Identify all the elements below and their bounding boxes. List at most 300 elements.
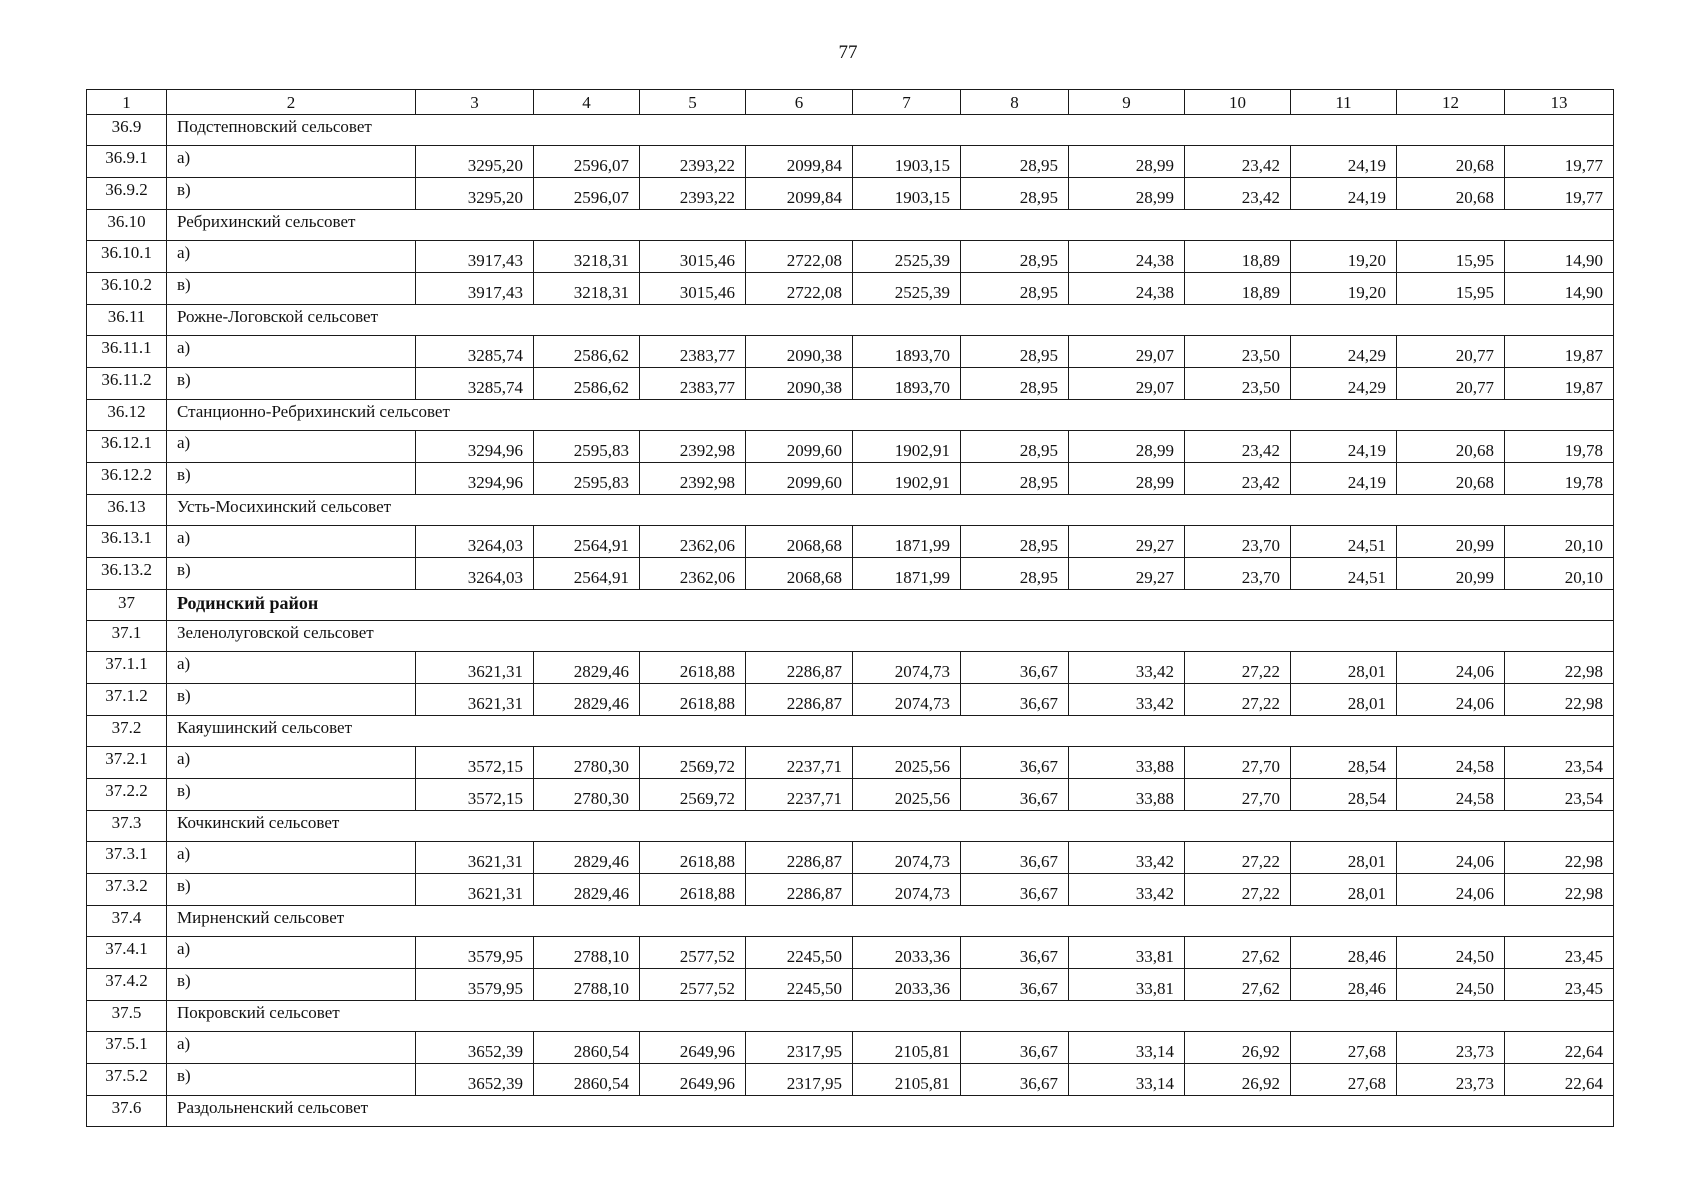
value-cell: 24,06 [1397, 842, 1505, 874]
row-number-cell: 36.13.2 [87, 558, 167, 590]
value-cell: 27,22 [1185, 842, 1291, 874]
value-cell: 2618,88 [640, 842, 746, 874]
value-cell: 1902,91 [853, 463, 961, 495]
value-cell: 3295,20 [416, 146, 534, 178]
value-cell: 2286,87 [746, 842, 853, 874]
value-cell: 2596,07 [534, 178, 640, 210]
variant-cell: а) [167, 526, 416, 558]
value-cell: 3579,95 [416, 937, 534, 969]
value-cell: 24,51 [1291, 558, 1397, 590]
value-cell: 2596,07 [534, 146, 640, 178]
variant-cell: в) [167, 684, 416, 716]
value-cell: 2090,38 [746, 368, 853, 400]
row-number-cell: 36.11 [87, 305, 167, 336]
table-row [87, 526, 1614, 558]
variant-cell: в) [167, 558, 416, 590]
value-cell: 28,99 [1069, 178, 1185, 210]
value-cell: 2649,96 [640, 1064, 746, 1096]
row-number-cell: 37 [87, 590, 167, 621]
value-cell: 14,90 [1505, 273, 1614, 305]
value-cell: 22,64 [1505, 1064, 1614, 1096]
row-number-cell: 37.6 [87, 1096, 167, 1127]
value-cell: 2525,39 [853, 241, 961, 273]
value-cell: 22,98 [1505, 652, 1614, 684]
variant-cell: в) [167, 969, 416, 1001]
row-number-cell: 36.13 [87, 495, 167, 526]
row-number-cell: 36.13.1 [87, 526, 167, 558]
column-number-cell: 2 [167, 90, 416, 115]
value-cell: 3295,20 [416, 178, 534, 210]
section-name: Каяушинский сельсовет [167, 716, 1614, 747]
variant-cell: а) [167, 241, 416, 273]
value-cell: 3621,31 [416, 684, 534, 716]
column-number-cell: 1 [87, 90, 167, 115]
column-number-cell: 12 [1397, 90, 1505, 115]
section-row [87, 115, 1614, 146]
value-cell: 2649,96 [640, 1032, 746, 1064]
value-cell: 18,89 [1185, 273, 1291, 305]
value-cell: 2362,06 [640, 526, 746, 558]
value-cell: 28,46 [1291, 937, 1397, 969]
value-cell: 3294,96 [416, 463, 534, 495]
value-cell: 2392,98 [640, 431, 746, 463]
value-cell: 2525,39 [853, 273, 961, 305]
value-cell: 2586,62 [534, 336, 640, 368]
value-cell: 15,95 [1397, 241, 1505, 273]
value-cell: 2564,91 [534, 558, 640, 590]
value-cell: 22,64 [1505, 1032, 1614, 1064]
value-cell: 28,95 [961, 336, 1069, 368]
value-cell: 19,78 [1505, 463, 1614, 495]
value-cell: 29,27 [1069, 526, 1185, 558]
value-cell: 28,95 [961, 526, 1069, 558]
variant-cell: а) [167, 431, 416, 463]
value-cell: 1871,99 [853, 526, 961, 558]
column-number-cell: 6 [746, 90, 853, 115]
value-cell: 2245,50 [746, 937, 853, 969]
column-number-cell: 13 [1505, 90, 1614, 115]
value-cell: 3917,43 [416, 241, 534, 273]
value-cell: 20,68 [1397, 431, 1505, 463]
value-cell: 24,51 [1291, 526, 1397, 558]
value-cell: 27,22 [1185, 652, 1291, 684]
value-cell: 1903,15 [853, 146, 961, 178]
value-cell: 24,38 [1069, 241, 1185, 273]
value-cell: 20,10 [1505, 558, 1614, 590]
value-cell: 14,90 [1505, 241, 1614, 273]
value-cell: 19,20 [1291, 241, 1397, 273]
section-name: Раздольненский сельсовет [167, 1096, 1614, 1127]
value-cell: 20,68 [1397, 178, 1505, 210]
value-cell: 3652,39 [416, 1064, 534, 1096]
row-number-cell: 37.3 [87, 811, 167, 842]
value-cell: 1903,15 [853, 178, 961, 210]
value-cell: 2829,46 [534, 842, 640, 874]
variant-cell: а) [167, 652, 416, 684]
value-cell: 36,67 [961, 969, 1069, 1001]
value-cell: 19,20 [1291, 273, 1397, 305]
row-number-cell: 37.5 [87, 1001, 167, 1032]
value-cell: 23,42 [1185, 146, 1291, 178]
value-cell: 2362,06 [640, 558, 746, 590]
column-number-header-row [87, 90, 1614, 115]
value-cell: 2317,95 [746, 1032, 853, 1064]
row-number-cell: 36.12.2 [87, 463, 167, 495]
value-cell: 27,22 [1185, 874, 1291, 906]
variant-cell: а) [167, 146, 416, 178]
row-number-cell: 36.10.2 [87, 273, 167, 305]
row-number-cell: 37.1.2 [87, 684, 167, 716]
value-cell: 24,50 [1397, 969, 1505, 1001]
value-cell: 2577,52 [640, 937, 746, 969]
value-cell: 24,06 [1397, 684, 1505, 716]
table-row [87, 368, 1614, 400]
row-number-cell: 36.10 [87, 210, 167, 241]
value-cell: 23,45 [1505, 937, 1614, 969]
page-number: 77 [838, 42, 858, 63]
table-body [87, 90, 1614, 1127]
table-row [87, 558, 1614, 590]
value-cell: 28,95 [961, 273, 1069, 305]
value-cell: 20,77 [1397, 336, 1505, 368]
value-cell: 2074,73 [853, 874, 961, 906]
value-cell: 23,70 [1185, 558, 1291, 590]
section-name: Подстепновский сельсовет [167, 115, 1614, 146]
row-number-cell: 36.9 [87, 115, 167, 146]
value-cell: 28,95 [961, 178, 1069, 210]
value-cell: 24,19 [1291, 463, 1397, 495]
value-cell: 1902,91 [853, 431, 961, 463]
value-cell: 2569,72 [640, 747, 746, 779]
value-cell: 33,42 [1069, 684, 1185, 716]
value-cell: 23,54 [1505, 747, 1614, 779]
table-row [87, 652, 1614, 684]
table-row [87, 1032, 1614, 1064]
value-cell: 23,50 [1185, 368, 1291, 400]
value-cell: 20,68 [1397, 463, 1505, 495]
section-name: Усть-Мосихинский сельсовет [167, 495, 1614, 526]
value-cell: 3572,15 [416, 747, 534, 779]
table-row [87, 779, 1614, 811]
value-cell: 33,88 [1069, 779, 1185, 811]
value-cell: 26,92 [1185, 1032, 1291, 1064]
section-name: Кочкинский сельсовет [167, 811, 1614, 842]
table-row [87, 336, 1614, 368]
value-cell: 2068,68 [746, 558, 853, 590]
value-cell: 36,67 [961, 652, 1069, 684]
value-cell: 36,67 [961, 842, 1069, 874]
value-cell: 3285,74 [416, 368, 534, 400]
table-row [87, 684, 1614, 716]
value-cell: 2033,36 [853, 969, 961, 1001]
value-cell: 28,99 [1069, 146, 1185, 178]
table-row [87, 146, 1614, 178]
value-cell: 28,95 [961, 431, 1069, 463]
value-cell: 36,67 [961, 684, 1069, 716]
row-number-cell: 36.9.1 [87, 146, 167, 178]
value-cell: 24,58 [1397, 747, 1505, 779]
column-number-cell: 3 [416, 90, 534, 115]
value-cell: 2780,30 [534, 747, 640, 779]
value-cell: 28,46 [1291, 969, 1397, 1001]
value-cell: 2393,22 [640, 178, 746, 210]
value-cell: 36,67 [961, 1064, 1069, 1096]
section-row [87, 1001, 1614, 1032]
row-number-cell: 37.4.2 [87, 969, 167, 1001]
value-cell: 23,50 [1185, 336, 1291, 368]
value-cell: 2860,54 [534, 1064, 640, 1096]
column-number-cell: 10 [1185, 90, 1291, 115]
value-cell: 27,62 [1185, 969, 1291, 1001]
value-cell: 2237,71 [746, 747, 853, 779]
variant-cell: а) [167, 1032, 416, 1064]
value-cell: 1893,70 [853, 336, 961, 368]
value-cell: 28,01 [1291, 842, 1397, 874]
value-cell: 3285,74 [416, 336, 534, 368]
row-number-cell: 37.4 [87, 906, 167, 937]
value-cell: 2383,77 [640, 336, 746, 368]
value-cell: 2618,88 [640, 874, 746, 906]
value-cell: 27,62 [1185, 937, 1291, 969]
value-cell: 23,42 [1185, 431, 1291, 463]
value-cell: 29,27 [1069, 558, 1185, 590]
value-cell: 24,19 [1291, 146, 1397, 178]
variant-cell: в) [167, 874, 416, 906]
value-cell: 3917,43 [416, 273, 534, 305]
value-cell: 2618,88 [640, 652, 746, 684]
value-cell: 20,99 [1397, 526, 1505, 558]
value-cell: 3218,31 [534, 241, 640, 273]
value-cell: 3652,39 [416, 1032, 534, 1064]
district-name: Родинский район [167, 590, 1614, 621]
value-cell: 24,50 [1397, 937, 1505, 969]
variant-cell: в) [167, 273, 416, 305]
value-cell: 26,92 [1185, 1064, 1291, 1096]
value-cell: 18,89 [1185, 241, 1291, 273]
section-row [87, 210, 1614, 241]
value-cell: 2099,84 [746, 146, 853, 178]
section-name: Зеленолуговской сельсовет [167, 621, 1614, 652]
value-cell: 3264,03 [416, 558, 534, 590]
value-cell: 2074,73 [853, 842, 961, 874]
section-row [87, 495, 1614, 526]
value-cell: 2564,91 [534, 526, 640, 558]
variant-cell: в) [167, 1064, 416, 1096]
value-cell: 33,42 [1069, 842, 1185, 874]
value-cell: 2829,46 [534, 652, 640, 684]
value-cell: 23,73 [1397, 1064, 1505, 1096]
value-cell: 2780,30 [534, 779, 640, 811]
row-number-cell: 37.1.1 [87, 652, 167, 684]
value-cell: 3294,96 [416, 431, 534, 463]
value-cell: 2722,08 [746, 273, 853, 305]
table-row [87, 463, 1614, 495]
value-cell: 1893,70 [853, 368, 961, 400]
value-cell: 27,68 [1291, 1064, 1397, 1096]
value-cell: 2286,87 [746, 684, 853, 716]
value-cell: 19,78 [1505, 431, 1614, 463]
section-name: Рожне-Логовской сельсовет [167, 305, 1614, 336]
table-row [87, 1064, 1614, 1096]
value-cell: 2860,54 [534, 1032, 640, 1064]
value-cell: 3621,31 [416, 842, 534, 874]
value-cell: 2090,38 [746, 336, 853, 368]
value-cell: 28,95 [961, 463, 1069, 495]
value-cell: 2383,77 [640, 368, 746, 400]
value-cell: 2025,56 [853, 779, 961, 811]
section-name: Покровский сельсовет [167, 1001, 1614, 1032]
row-number-cell: 37.3.1 [87, 842, 167, 874]
value-cell: 24,58 [1397, 779, 1505, 811]
value-cell: 2788,10 [534, 937, 640, 969]
value-cell: 28,99 [1069, 463, 1185, 495]
value-cell: 2618,88 [640, 684, 746, 716]
value-cell: 28,95 [961, 241, 1069, 273]
value-cell: 27,70 [1185, 747, 1291, 779]
value-cell: 36,67 [961, 1032, 1069, 1064]
value-cell: 2595,83 [534, 463, 640, 495]
value-cell: 28,54 [1291, 779, 1397, 811]
value-cell: 2595,83 [534, 431, 640, 463]
value-cell: 23,73 [1397, 1032, 1505, 1064]
tariff-table [86, 89, 1614, 1127]
value-cell: 28,95 [961, 146, 1069, 178]
value-cell: 2829,46 [534, 874, 640, 906]
value-cell: 2286,87 [746, 652, 853, 684]
value-cell: 28,01 [1291, 874, 1397, 906]
value-cell: 19,87 [1505, 336, 1614, 368]
value-cell: 36,67 [961, 937, 1069, 969]
row-number-cell: 36.9.2 [87, 178, 167, 210]
value-cell: 2722,08 [746, 241, 853, 273]
value-cell: 36,67 [961, 747, 1069, 779]
value-cell: 28,01 [1291, 684, 1397, 716]
district-row [87, 590, 1614, 621]
value-cell: 19,77 [1505, 178, 1614, 210]
value-cell: 2317,95 [746, 1064, 853, 1096]
value-cell: 2245,50 [746, 969, 853, 1001]
row-number-cell: 36.10.1 [87, 241, 167, 273]
value-cell: 15,95 [1397, 273, 1505, 305]
value-cell: 3015,46 [640, 241, 746, 273]
value-cell: 28,95 [961, 558, 1069, 590]
variant-cell: в) [167, 779, 416, 811]
value-cell: 23,54 [1505, 779, 1614, 811]
value-cell: 28,54 [1291, 747, 1397, 779]
value-cell: 36,67 [961, 779, 1069, 811]
value-cell: 2105,81 [853, 1032, 961, 1064]
value-cell: 3621,31 [416, 874, 534, 906]
variant-cell: а) [167, 937, 416, 969]
row-number-cell: 37.4.1 [87, 937, 167, 969]
value-cell: 19,87 [1505, 368, 1614, 400]
value-cell: 23,42 [1185, 178, 1291, 210]
section-row [87, 716, 1614, 747]
section-name: Мирненский сельсовет [167, 906, 1614, 937]
variant-cell: а) [167, 842, 416, 874]
variant-cell: в) [167, 368, 416, 400]
value-cell: 23,70 [1185, 526, 1291, 558]
value-cell: 24,29 [1291, 368, 1397, 400]
value-cell: 2105,81 [853, 1064, 961, 1096]
table-row [87, 273, 1614, 305]
value-cell: 3572,15 [416, 779, 534, 811]
column-number-cell: 4 [534, 90, 640, 115]
value-cell: 33,81 [1069, 937, 1185, 969]
value-cell: 2099,84 [746, 178, 853, 210]
table-row [87, 874, 1614, 906]
table-row [87, 241, 1614, 273]
value-cell: 3015,46 [640, 273, 746, 305]
section-row [87, 305, 1614, 336]
column-number-cell: 8 [961, 90, 1069, 115]
table-row [87, 969, 1614, 1001]
row-number-cell: 37.5.1 [87, 1032, 167, 1064]
value-cell: 24,19 [1291, 178, 1397, 210]
row-number-cell: 36.12 [87, 400, 167, 431]
table-row [87, 937, 1614, 969]
value-cell: 24,06 [1397, 652, 1505, 684]
row-number-cell: 36.11.1 [87, 336, 167, 368]
value-cell: 3218,31 [534, 273, 640, 305]
value-cell: 2393,22 [640, 146, 746, 178]
value-cell: 20,68 [1397, 146, 1505, 178]
section-row [87, 811, 1614, 842]
table-row [87, 747, 1614, 779]
value-cell: 2788,10 [534, 969, 640, 1001]
value-cell: 24,06 [1397, 874, 1505, 906]
value-cell: 23,45 [1505, 969, 1614, 1001]
value-cell: 27,22 [1185, 684, 1291, 716]
value-cell: 2099,60 [746, 431, 853, 463]
column-number-cell: 11 [1291, 90, 1397, 115]
value-cell: 2286,87 [746, 874, 853, 906]
value-cell: 33,81 [1069, 969, 1185, 1001]
value-cell: 28,95 [961, 368, 1069, 400]
variant-cell: а) [167, 747, 416, 779]
value-cell: 33,14 [1069, 1032, 1185, 1064]
value-cell: 2577,52 [640, 969, 746, 1001]
value-cell: 2099,60 [746, 463, 853, 495]
value-cell: 2074,73 [853, 684, 961, 716]
column-number-cell: 7 [853, 90, 961, 115]
row-number-cell: 37.2.1 [87, 747, 167, 779]
value-cell: 22,98 [1505, 874, 1614, 906]
row-number-cell: 37.2 [87, 716, 167, 747]
section-row [87, 1096, 1614, 1127]
table-row [87, 178, 1614, 210]
variant-cell: в) [167, 178, 416, 210]
value-cell: 2074,73 [853, 652, 961, 684]
value-cell: 24,38 [1069, 273, 1185, 305]
value-cell: 23,42 [1185, 463, 1291, 495]
value-cell: 2586,62 [534, 368, 640, 400]
value-cell: 3579,95 [416, 969, 534, 1001]
section-row [87, 621, 1614, 652]
value-cell: 24,29 [1291, 336, 1397, 368]
value-cell: 22,98 [1505, 684, 1614, 716]
value-cell: 20,77 [1397, 368, 1505, 400]
value-cell: 20,99 [1397, 558, 1505, 590]
value-cell: 3621,31 [416, 652, 534, 684]
row-number-cell: 37.2.2 [87, 779, 167, 811]
value-cell: 29,07 [1069, 368, 1185, 400]
value-cell: 27,70 [1185, 779, 1291, 811]
value-cell: 27,68 [1291, 1032, 1397, 1064]
row-number-cell: 36.11.2 [87, 368, 167, 400]
value-cell: 22,98 [1505, 842, 1614, 874]
row-number-cell: 37.5.2 [87, 1064, 167, 1096]
